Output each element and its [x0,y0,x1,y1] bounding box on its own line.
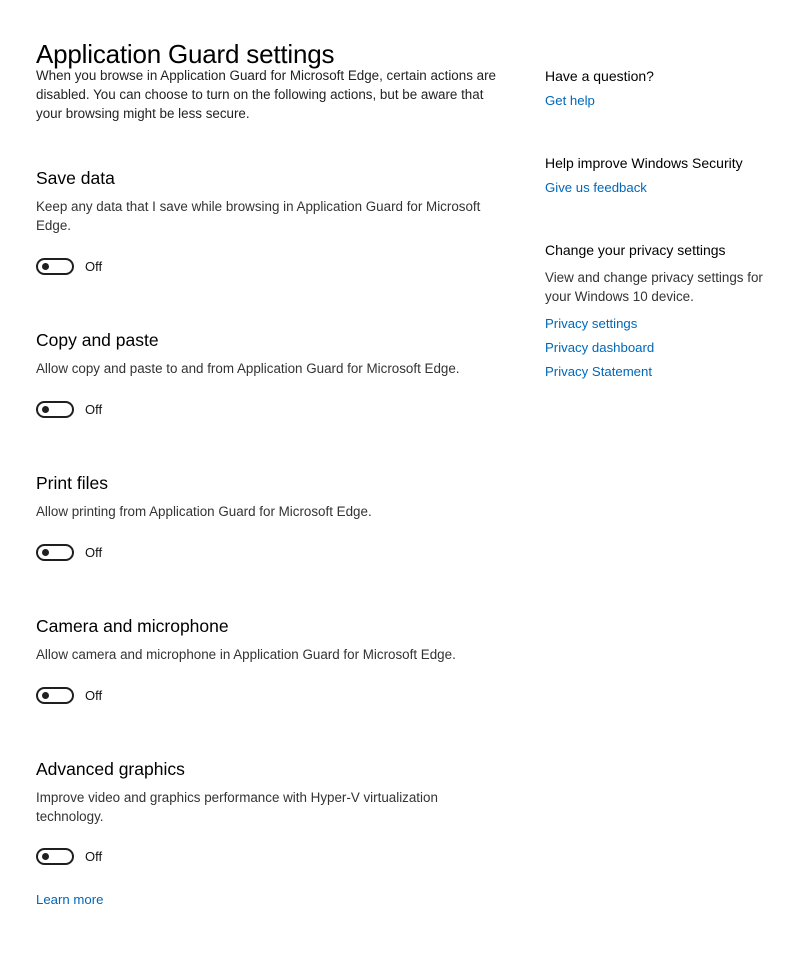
sidebar-improve [545,155,775,197]
sidebar-privacy [545,242,775,384]
camera-microphone-toggle[interactable] [36,687,102,704]
setting-save-data [36,168,496,274]
sidebar-privacy-text: View and change privacy settings for your Windows 10 device. [545,270,763,304]
page-title: Application Guard settings [36,39,335,70]
toggle-state-label: Off [85,545,103,560]
print-files-toggle[interactable] [36,544,102,561]
learn-more-link[interactable]: Learn more [36,892,104,907]
setting-title: Save data [36,168,115,188]
toggle-knob [42,692,49,699]
setting-title: Advanced graphics [36,759,185,779]
setting-advanced-graphics [36,759,496,864]
sidebar-question [545,68,775,110]
setting-title: Camera and microphone [36,616,229,636]
setting-copy-paste [36,330,496,417]
toggle-switch[interactable] [36,848,74,865]
toggle-state-label: Off [85,688,103,703]
setting-title: Print files [36,473,108,493]
toggle-state-label: Off [85,259,103,274]
setting-description: Allow printing from Application Guard for Microsoft Edge. [36,504,372,519]
setting-description: Keep any data that I save while browsing in Application Guard for Microsoft Edge. [36,199,481,233]
setting-description: Allow copy and paste to and from Application Guard for Microsoft Edge. [36,361,460,376]
toggle-switch[interactable] [36,258,74,275]
setting-print-files [36,473,496,560]
sidebar-heading: Change your privacy settings [545,242,726,258]
toggle-knob [42,549,49,556]
sidebar-heading: Help improve Windows Security [545,155,743,171]
save-data-toggle[interactable] [36,258,102,275]
toggle-knob [42,406,49,413]
page-intro: When you browse in Application Guard for Microsoft Edge, certain actions are disabled. You can choose to turn on the following actions, but be aware that your browsing might be less secure. [36,68,496,121]
privacy-statement-link[interactable]: Privacy Statement [545,364,653,379]
give-feedback-link[interactable]: Give us feedback [545,180,647,195]
setting-description: Allow camera and microphone in Application Guard for Microsoft Edge. [36,647,456,662]
toggle-switch[interactable] [36,401,74,418]
copy-paste-toggle[interactable] [36,401,102,418]
privacy-dashboard-link[interactable]: Privacy dashboard [545,340,655,355]
toggle-switch[interactable] [36,544,74,561]
privacy-settings-link[interactable]: Privacy settings [545,316,638,331]
advanced-graphics-toggle[interactable] [36,848,102,865]
toggle-knob [42,263,49,270]
get-help-link[interactable]: Get help [545,93,595,108]
toggle-state-label: Off [85,849,103,864]
setting-title: Copy and paste [36,330,159,350]
setting-description: Improve video and graphics performance with Hyper-V virtualization technology. [36,790,438,824]
sidebar-heading: Have a question? [545,68,654,84]
toggle-knob [42,853,49,860]
toggle-switch[interactable] [36,687,74,704]
setting-camera-microphone [36,616,496,703]
toggle-state-label: Off [85,402,103,417]
